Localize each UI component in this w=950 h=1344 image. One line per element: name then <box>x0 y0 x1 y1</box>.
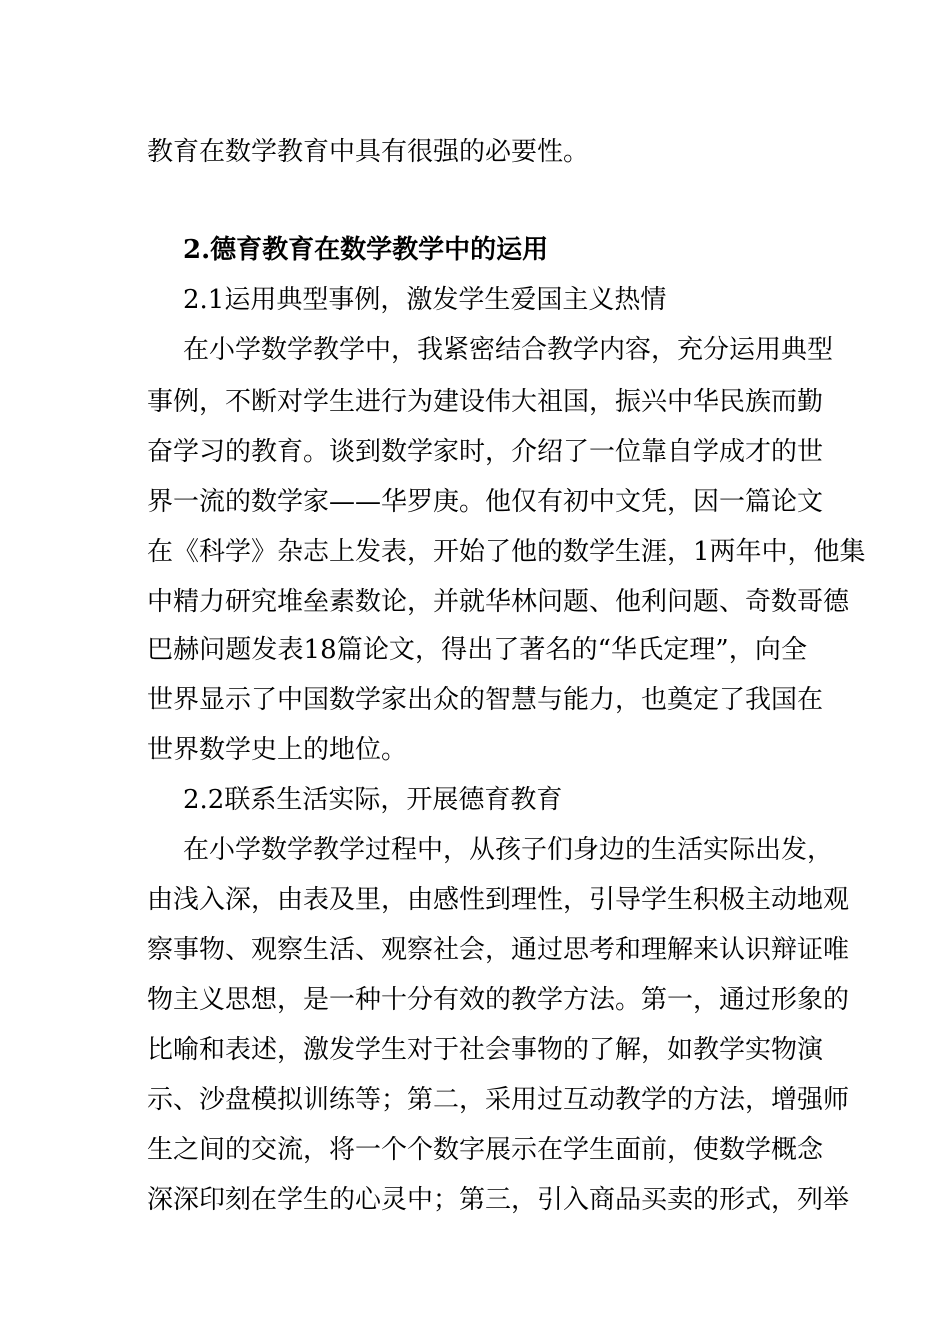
paragraph-line: 教育在数学教育中具有很强的必要性。 <box>147 137 590 167</box>
paragraph-line: 中精力研究堆垒素数论，并就华林问题、他利问题、奇数哥德 <box>147 587 850 617</box>
section-heading: 2.德育教育在数学教学中的运用 <box>183 235 549 265</box>
paragraph-line: 深深印刻在学生的心灵中；第三，引入商品买卖的形式，列举 <box>147 1185 850 1215</box>
paragraph-line: 察事物、观察生活、观察社会，通过思考和理解来认识辩证唯 <box>147 935 850 965</box>
paragraph-line: 巴赫问题发表18篇论文，得出了著名的“华氏定理”，向全 <box>147 635 807 665</box>
paragraph-line: 世界数学史上的地位。 <box>147 735 408 765</box>
paragraph-line: 在小学数学教学过程中，从孩子们身边的生活实际出发， <box>183 835 834 865</box>
paragraph-line: 示、沙盘模拟训练等；第二，采用过互动教学的方法，增强师 <box>147 1085 850 1115</box>
paragraph-line: 界一流的数学家——华罗庚。他仅有初中文凭，因一篇论文 <box>147 487 824 517</box>
paragraph-line: 事例，不断对学生进行为建设伟大祖国，振兴中华民族而勤 <box>147 387 824 417</box>
subsection-heading: 2.2联系生活实际，开展德育教育 <box>183 785 563 815</box>
paragraph-line: 由浅入深，由表及里，由感性到理性，引导学生积极主动地观 <box>147 885 850 915</box>
subsection-heading: 2.1运用典型事例，激发学生爱国主义热情 <box>183 285 667 315</box>
paragraph-line: 奋学习的教育。谈到数学家时，介绍了一位靠自学成才的世 <box>147 437 824 467</box>
paragraph-line: 在小学数学教学中，我紧密结合教学内容，充分运用典型 <box>183 335 834 365</box>
paragraph-line: 在《科学》杂志上发表，开始了他的数学生涯，1两年中，他集 <box>147 537 866 567</box>
paragraph-line: 世界显示了中国数学家出众的智慧与能力，也奠定了我国在 <box>147 685 824 715</box>
paragraph-line: 物主义思想，是一种十分有效的教学方法。第一，通过形象的 <box>147 985 850 1015</box>
paragraph-line: 生之间的交流，将一个个数字展示在学生面前，使数学概念 <box>147 1135 824 1165</box>
paragraph-line: 比喻和表述，激发学生对于社会事物的了解，如教学实物演 <box>147 1035 824 1065</box>
